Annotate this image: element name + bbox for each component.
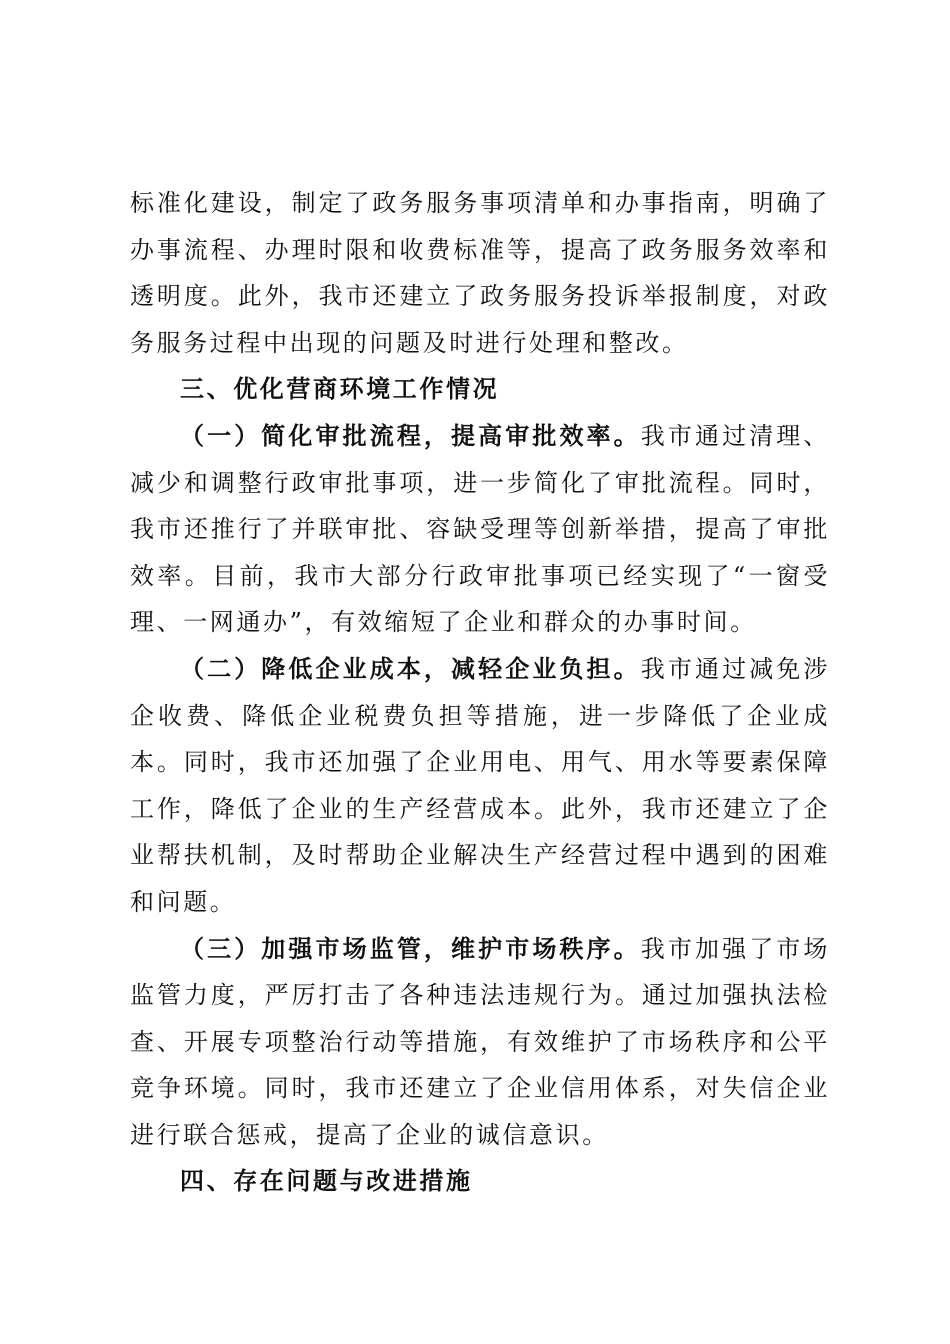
- item-body-1: 我市通过清理、减少和调整行政审批事项，进一步简化了审批流程。同时，我市还推行了并联审批、容缺受理等创新举措，提高了审批效率。目前，我市大部分行政审批事项已经实现了“一窗受理、一网通办”，有效缩短了企业和群众的办事时间。: [130, 421, 831, 637]
- continuation-paragraph: 标准化建设，制定了政务服务事项清单和办事指南，明确了办事流程、办理时限和收费标准等，提高了政务服务效率和透明度。此外，我市还建立了政务服务投诉举报制度，对政务服务过程中出现的问题及时进行处理和整改。: [130, 189, 830, 357]
- item-title-1: （一）简化审批流程，提高审批效率。: [180, 421, 641, 450]
- section-four-heading: 四、存在问题与改进措施: [180, 1167, 473, 1196]
- item-paragraph-1: [130, 413, 830, 646]
- item-title-2: （二）降低企业成本，减轻企业负担。: [180, 654, 641, 683]
- section-three-heading: 三、优化营商环境工作情况: [180, 375, 500, 404]
- document-body: [130, 180, 830, 1205]
- item-body-3: 我市加强了市场监管力度，严厉打击了各种违法违规行为。通过加强执法检查、开展专项整治行动等措施，有效维护了市场秩序和公平竞争环境。同时，我市还建立了企业信用体系，对失信企业进行联合惩戒，提高了企业的诚信意识。: [130, 934, 831, 1149]
- item-paragraph-2: [130, 646, 830, 926]
- item-body-2: 我市通过减免涉企收费、降低企业税费负担等措施，进一步降低了企业成本。同时，我市还加强了企业用电、用气、用水等要素保障工作，降低了企业的生产经营成本。此外，我市还建立了企业帮扶机制，及时帮助企业解决生产经营过程中遇到的困难和问题。: [130, 654, 831, 916]
- item-title-3: （三）加强市场监管，维护市场秩序。: [180, 934, 641, 963]
- item-paragraph-3: [130, 926, 830, 1159]
